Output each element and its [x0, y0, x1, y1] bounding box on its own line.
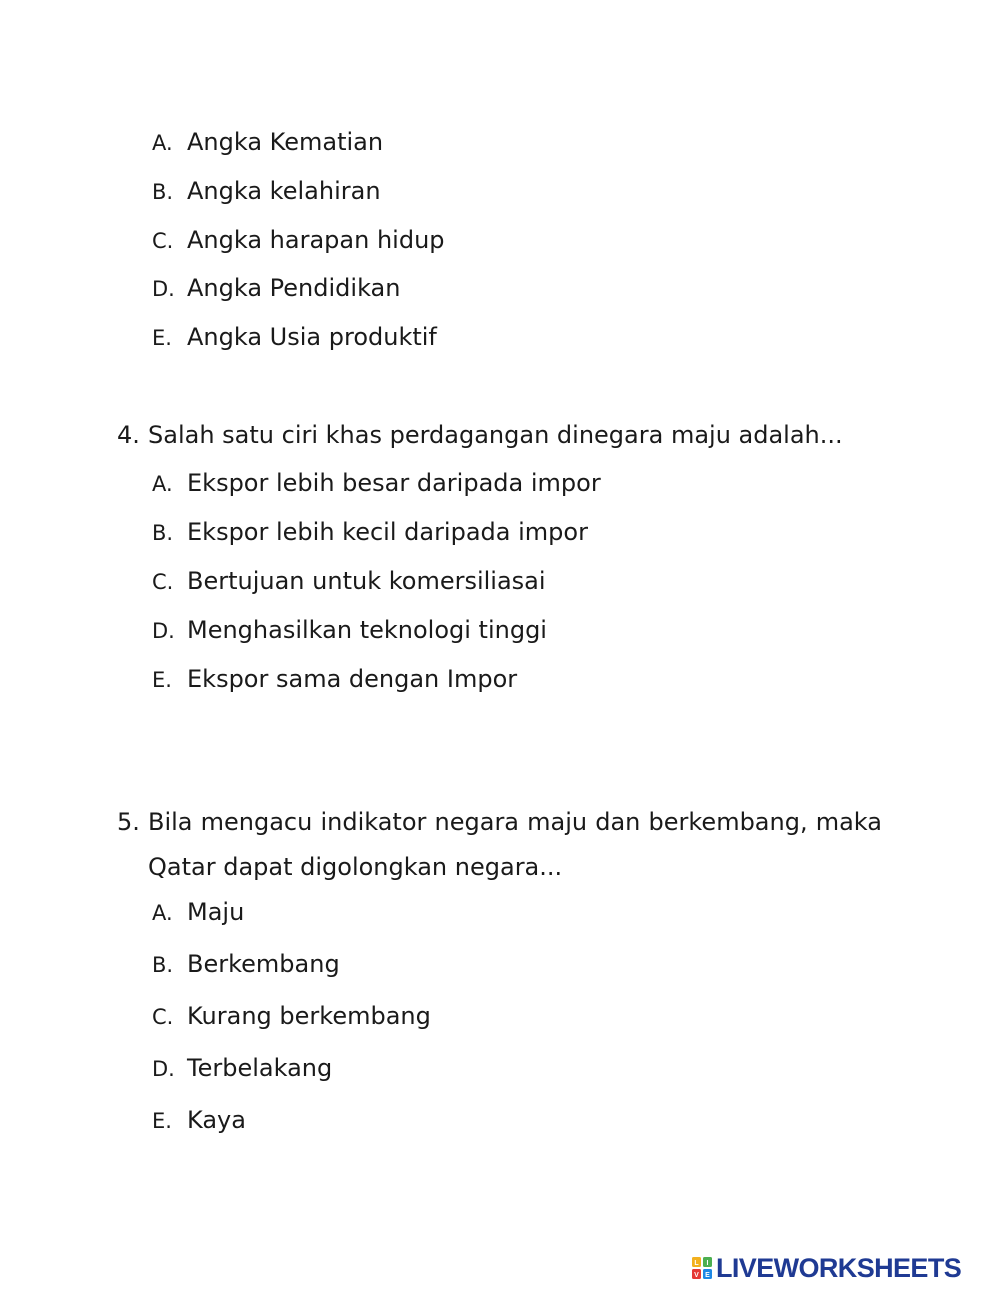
option-text: Angka Pendidikan: [187, 274, 401, 302]
q3-option-e[interactable]: [152, 320, 437, 354]
option-letter: A.: [152, 901, 173, 925]
question-text: [148, 805, 882, 884]
question-text: Salah satu ciri khas perdagangan dinegara maju adalah...: [148, 421, 843, 449]
question-number: 5.: [117, 808, 140, 836]
q4-option-e[interactable]: [152, 662, 517, 696]
option-letter: E.: [152, 668, 172, 692]
svg-text:E: E: [705, 1272, 710, 1279]
option-letter: B.: [152, 521, 174, 545]
option-letter: A.: [152, 472, 173, 496]
option-text: Ekspor lebih besar daripada impor: [187, 469, 601, 497]
q3-option-c[interactable]: [152, 223, 445, 257]
option-letter: D.: [152, 277, 175, 301]
q4-option-c[interactable]: [152, 564, 546, 598]
question-5: [117, 805, 882, 884]
option-text: Ekspor sama dengan Impor: [187, 665, 518, 693]
option-text: Angka Kematian: [187, 128, 384, 156]
svg-text:V: V: [694, 1272, 699, 1279]
option-text: Angka harapan hidup: [187, 226, 445, 254]
option-text: Angka Usia produktif: [187, 323, 437, 351]
option-letter: D.: [152, 619, 175, 643]
q3-option-d[interactable]: [152, 271, 400, 305]
option-text: Angka kelahiran: [187, 177, 381, 205]
q4-option-d[interactable]: [152, 613, 547, 647]
option-letter: C.: [152, 570, 174, 594]
q3-option-a[interactable]: [152, 125, 383, 159]
option-text: Maju: [187, 898, 245, 926]
question-number: 4.: [117, 421, 140, 449]
q4-option-b[interactable]: [152, 515, 588, 549]
q5-option-e[interactable]: [152, 1103, 246, 1137]
q5-option-c[interactable]: [152, 999, 431, 1033]
option-letter: A.: [152, 131, 173, 155]
liveworksheets-logo[interactable]: [692, 1253, 988, 1283]
option-text: Berkembang: [187, 950, 340, 978]
option-text: Terbelakang: [187, 1054, 333, 1082]
option-letter: C.: [152, 229, 174, 253]
question-4: [117, 418, 882, 452]
option-letter: C.: [152, 1005, 174, 1029]
option-text: Ekspor lebih kecil daripada impor: [187, 518, 588, 546]
option-letter: B.: [152, 180, 174, 204]
option-text: Menghasilkan teknologi tinggi: [187, 616, 547, 644]
option-letter: E.: [152, 1109, 172, 1133]
liveworksheets-logo-icon: [692, 1257, 712, 1279]
q3-option-b[interactable]: [152, 174, 381, 208]
svg-text:L: L: [694, 1260, 699, 1267]
q4-option-a[interactable]: [152, 466, 601, 500]
q5-option-a[interactable]: [152, 895, 244, 929]
option-letter: D.: [152, 1057, 175, 1081]
logo-text: LIVEWORKSHEETS: [716, 1252, 962, 1283]
q5-option-d[interactable]: [152, 1051, 332, 1085]
option-text: Kaya: [187, 1106, 246, 1134]
question-text-line-2: Qatar dapat digolongkan negara...: [148, 853, 563, 881]
option-letter: B.: [152, 953, 174, 977]
option-text: Kurang berkembang: [187, 1002, 431, 1030]
option-letter: E.: [152, 326, 172, 350]
option-text: Bertujuan untuk komersiliasai: [187, 567, 546, 595]
question-text-line-1: Bila mengacu indikator negara maju dan berkembang, maka: [148, 808, 882, 836]
svg-text:I: I: [706, 1260, 709, 1267]
q5-option-b[interactable]: [152, 947, 340, 981]
